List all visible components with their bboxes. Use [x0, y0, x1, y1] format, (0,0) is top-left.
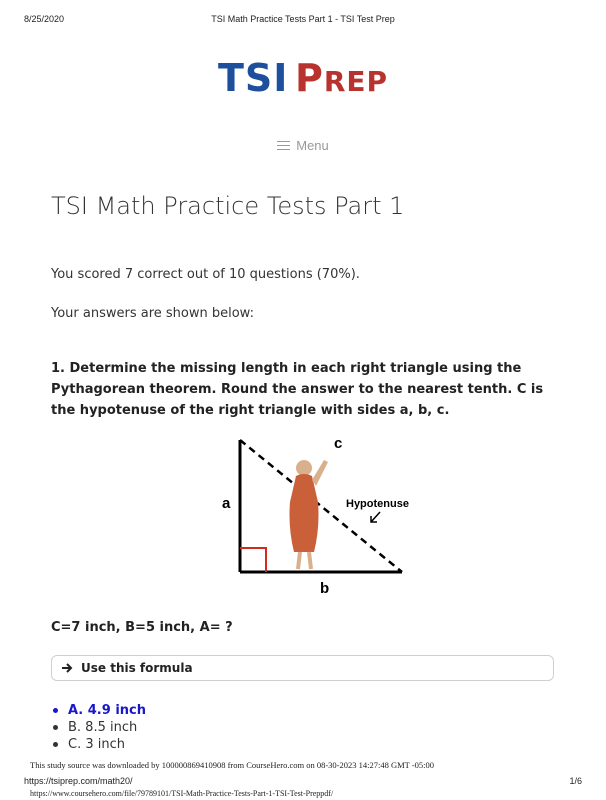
hypotenuse-arrow	[371, 512, 380, 522]
answers-intro: Your answers are shown below:	[51, 306, 254, 321]
philosopher-figure	[290, 460, 329, 569]
bullet-icon	[53, 742, 58, 747]
menu-button[interactable]	[0, 138, 606, 153]
label-hypotenuse: Hypotenuse	[346, 498, 409, 510]
use-formula-toggle[interactable]	[51, 655, 554, 681]
answer-option-label: B. 8.5 inch	[68, 720, 138, 735]
hamburger-icon	[277, 138, 290, 153]
page-title: TSI Math Practice Tests Part 1	[51, 192, 405, 220]
source-note: This study source was downloaded by 100000869410908 from CourseHero.com on 08-30-2023 14:27:48 GMT -05:00	[30, 760, 435, 770]
answer-option-b	[51, 719, 146, 736]
answer-option-c	[51, 736, 146, 753]
score-text: You scored 7 correct out of 10 questions (70%).	[51, 267, 360, 282]
print-title: TSI Math Practice Tests Part 1 - TSI Test Prep	[211, 14, 395, 24]
print-date: 8/25/2020	[24, 14, 65, 24]
arrow-right-icon	[62, 663, 73, 673]
answer-option-label: C. 3 inch	[68, 737, 125, 752]
right-angle-marker	[240, 548, 266, 572]
footer-url[interactable]: https://tsiprep.com/math20/	[24, 776, 133, 786]
pythagorean-triangle-figure	[216, 432, 416, 597]
given-values: C=7 inch, B=5 inch, A= ?	[51, 620, 233, 635]
label-c: c	[334, 435, 343, 452]
label-b: b	[320, 580, 330, 597]
download-url[interactable]: https://www.coursehero.com/file/79789101/TSI-Math-Practice-Tests-Part-1-TSI-Test-Preppdf/	[30, 789, 334, 798]
page-number: 1/6	[569, 776, 582, 786]
question-text: 1. Determine the missing length in each right triangle using the Pythagorean theorem. Round the answer to the nearest tenth. C is the hypotenuse of the right triangle with sides a, b, c.	[51, 361, 544, 418]
logo-tsi: TSI	[217, 56, 289, 100]
site-logo[interactable]	[0, 56, 606, 100]
use-formula-label: Use this formula	[81, 661, 193, 675]
label-a: a	[222, 495, 231, 512]
bullet-icon	[53, 725, 58, 730]
menu-label: Menu	[296, 138, 329, 153]
answer-options	[51, 702, 146, 753]
logo-prep-initial: P	[294, 56, 324, 100]
answer-option-a	[51, 702, 146, 719]
answer-option-label: A. 4.9 inch	[68, 703, 146, 718]
logo-prep-rest: REP	[323, 65, 389, 98]
bullet-icon	[53, 708, 58, 713]
